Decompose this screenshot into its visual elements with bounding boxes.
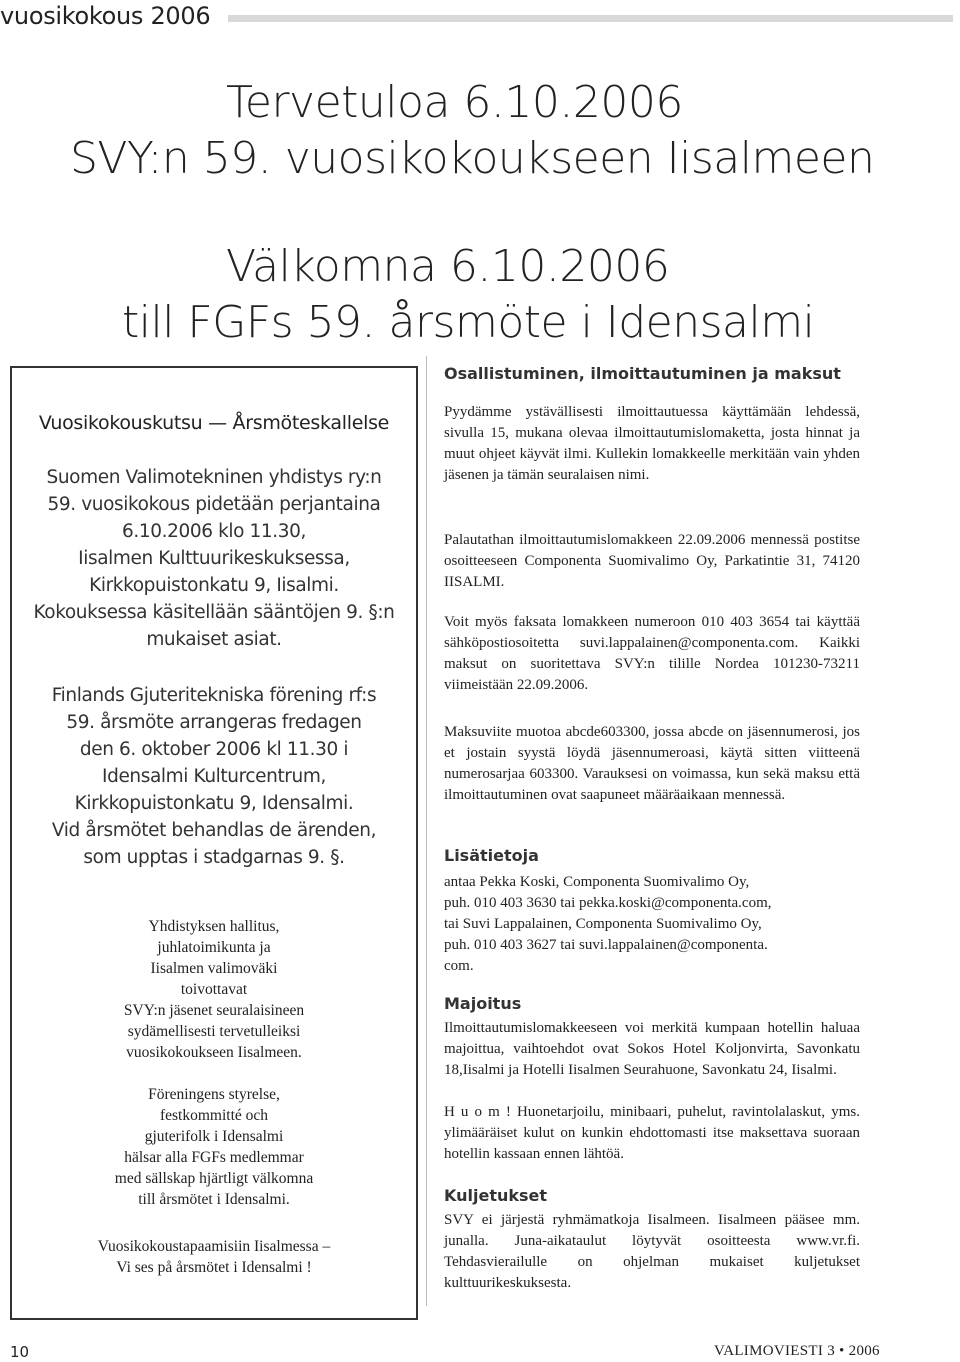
- greeting-finnish: [12, 916, 416, 1063]
- invitation-box: [10, 366, 418, 1320]
- closing-line: Vi ses på årsmötet i Idensalmi !: [116, 1259, 312, 1276]
- invitation-finnish-text: [12, 464, 416, 653]
- greeting-line: juhlatoimikunta ja: [157, 939, 271, 956]
- greeting-line: med sällskap hjärtligt välkomna: [114, 1170, 314, 1187]
- greeting-line: festkommitté och: [159, 1107, 269, 1124]
- registration-paragraph: Palautathan ilmoittautumislomakkeen 22.09.2006 mennessä postitse osoitteeseen Componenta Suomivalimo Oy, Parkatintie 31, 74120 IISALMI.: [444, 532, 860, 590]
- publication-name: VALIMOVIESTI 3 • 2006: [714, 1343, 880, 1359]
- contact-line: tai Suvi Lappalainen, Componenta Suomivalimo Oy,: [444, 916, 762, 932]
- greeting-line: Yhdistyksen hallitus,: [148, 918, 280, 935]
- greeting-line: toivottavat: [180, 981, 248, 998]
- header-rule: [228, 15, 953, 22]
- contact-line: antaa Pekka Koski, Componenta Suomivalimo Oy,: [444, 874, 750, 890]
- greeting-line: sydämellisesti tervetulleiksi: [127, 1023, 301, 1040]
- invitation-line: 59. vuosikokous pidetään perjantaina: [47, 494, 381, 515]
- invitation-swedish-text: [12, 682, 416, 871]
- headline-swedish-date: Välkomna 6.10.2006: [226, 241, 670, 292]
- invitation-line: Vid årsmötet behandlas de ärenden,: [51, 820, 377, 841]
- invitation-line: Kirkkopuistonkatu 9, Iisalmi.: [89, 575, 339, 596]
- transport-paragraph: SVY ei järjestä ryhmämatkoja Iisalmeen. Iisalmeen pääsee mm. junalla. Juna-aikataulut löytyvät osoitteesta www.vr.fi. Tehdasvierailulle on ohjelman mukaiset kuljetukset kulttuurikeskuksesta.: [444, 1212, 860, 1291]
- section-label: vuosikokous 2006: [0, 2, 211, 30]
- contact-line: puh. 010 403 3630 tai pekka.koski@componenta.com,: [444, 895, 772, 911]
- registration-heading: Osallistuminen, ilmoittautuminen ja maksut: [444, 364, 841, 383]
- closing-line: Vuosikokoustapaamisiin Iisalmessa –: [97, 1238, 331, 1255]
- contact-line: com.: [444, 958, 474, 974]
- greeting-line: Föreningens styrelse,: [148, 1086, 280, 1103]
- invitation-line: 6.10.2006 klo 11.30,: [122, 521, 306, 542]
- greeting-line: Iisalmen valimoväki: [150, 960, 278, 977]
- greeting-swedish: [12, 1084, 416, 1210]
- greeting-line: SVY:n jäsenet seuralaisineen: [123, 1002, 305, 1019]
- invitation-line: den 6. oktober 2006 kl 11.30 i: [79, 739, 349, 760]
- invitation-line: Iisalmen Kulttuurikeskuksessa,: [78, 548, 350, 569]
- invitation-line: Suomen Valimotekninen yhdistys ry:n: [46, 467, 382, 488]
- invitation-line: Idensalmi Kulturcentrum,: [102, 766, 326, 787]
- invitation-line: mukaiset asiat.: [146, 629, 282, 650]
- invitation-title: Vuosikokouskutsu — Årsmöteskallelse: [38, 412, 390, 434]
- registration-paragraph: Pyydämme ystävällisesti ilmoittautuessa käyttämään lehdessä, sivulla 15, mukana olevaa ilmoittautumislomaketta, josta hinnat ja muut ohjeet käyvät ilmi. Kullekin lomakkeelle merkitään vain yhden jäsenen ja tämän seuralaisen nimi.: [444, 404, 860, 483]
- more-info-heading: Lisätietoja: [444, 846, 539, 865]
- headline-swedish-event: till FGFs 59. årsmöte i Idensalmi: [122, 297, 815, 348]
- headline-finnish-date: Tervetuloa 6.10.2006: [226, 77, 683, 128]
- transport-heading: Kuljetukset: [444, 1186, 548, 1205]
- headline-finnish-event: SVY:n 59. vuosikokoukseen Iisalmeen: [70, 133, 875, 184]
- invitation-line: Kirkkopuistonkatu 9, Idensalmi.: [74, 793, 354, 814]
- registration-paragraph: Maksuviite muotoa abcde603300, jossa abcde on jäsennumerosi, jos et jostain syystä löydä jäsennumeroasi, käytä sitten viitteenä numerosarjaa 603300. Varauksesi on voimassa, kun sekä maksu että ilmoittautuminen ovat saapuneet määräaikaan mennessä.: [444, 724, 860, 803]
- invitation-line: Kokouksessa käsitellään sääntöjen 9. §:n: [33, 602, 395, 623]
- greeting-line: till årsmötet i Idensalmi.: [138, 1191, 290, 1208]
- more-info-text: [444, 872, 860, 977]
- accommodation-note: H u o m ! Huonetarjoilu, minibaari, puhelut, ravintolalaskut, yms. ylimääräiset kulut on kunkin ehdottomasti itse maksettava suoraan hotellin kassaan ennen lähtöä.: [444, 1104, 860, 1162]
- accommodation-heading: Majoitus: [444, 994, 522, 1013]
- invitation-line: som upptas i stadgarnas 9. §.: [83, 847, 345, 868]
- column-divider: [426, 356, 427, 1306]
- invitation-line: 59. årsmöte arrangeras fredagen: [66, 712, 362, 733]
- registration-paragraph: Voit myös faksata lomakkeen numeroon 010 403 3654 tai käyttää sähköpostiosoitetta suvi.lappalainen@componenta.com. Kaikki maksut on suoritettava SVY:n tilille Nordea 101230-73211 viimeistään 22.09.2006.: [444, 614, 860, 693]
- contact-line: puh. 010 403 3627 tai suvi.lappalainen@componenta.: [444, 937, 768, 953]
- page-number: 10: [10, 1343, 30, 1361]
- greeting-line: hälsar alla FGFs medlemmar: [124, 1149, 304, 1166]
- greeting-line: gjuterifolk i Idensalmi: [144, 1128, 284, 1145]
- closing-greeting: [12, 1236, 416, 1278]
- greeting-line: vuosikokoukseen Iisalmeen.: [126, 1044, 302, 1061]
- accommodation-paragraph: Ilmoittautumislomakkeeseen voi merkitä kumpaan hotellin haluaa majoittua, vaihtoehdot ovat Sokos Hotel Koljonvirta, Savonkatu 18,Iisalmi ja Hotelli Iisalmen Seurahuone, Savonkatu 24, Iisalmi.: [444, 1020, 860, 1078]
- invitation-line: Finlands Gjuteritekniska förening rf:s: [51, 685, 377, 706]
